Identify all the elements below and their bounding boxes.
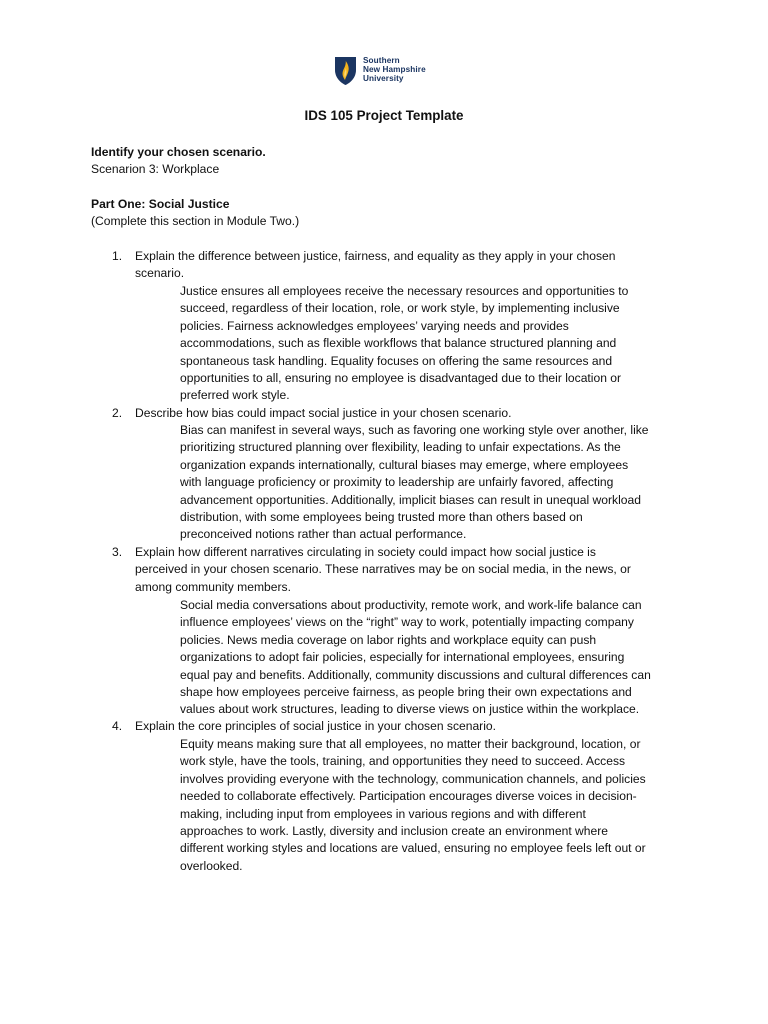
question-line: Explain how different narratives circulating in society could impact how social justice is [135,545,596,559]
answer-line: Justice ensures all employees receive the necessary resources and opportunities to [180,284,629,298]
answer-line: distribution, with some employees being trusted more than others based on [180,510,583,525]
logo-wordmark [363,56,426,84]
answer-line: prioritizing structured planning over flexibility, leading to unfair expectations. As the [180,440,621,455]
question-1-text [135,248,675,283]
answer-1 [180,283,680,405]
answer-line: Equity means making sure that all employees, no matter their background, location, or [180,737,641,751]
answer-line: making, including input from employees in various regions and with different [180,806,586,821]
snhu-logo [334,56,426,86]
question-line: perceived in your chosen scenario. These narratives may be on social media, in the news, or [135,562,631,577]
question-4-number: 4. [112,719,123,733]
answer-line: accommodations, such as flexible workflows that balance structured planning and [180,336,617,351]
answer-line: spontaneous task handling. Equality focuses on offering the same resources and [180,353,613,368]
answer-line: organization expands internationally, cultural biases may emerge, where employees [180,457,629,472]
answer-line: work style, have the tools, training, and opportunities they need to succeed. Access [180,754,626,769]
answer-4 [180,736,680,875]
scenario-value: Scenarion 3: Workplace [91,162,220,176]
question-3-number: 3. [112,545,123,559]
answer-line: involves providing everyone with the technology, communication channels, and policies [180,771,646,786]
question-line: among community members. [135,579,291,594]
answer-line: needed to collaborate effectively. Participation encourages diverse voices in decision- [180,789,637,804]
logo-line-1: Southern [363,56,400,65]
answer-line: organizations to adopt fair policies, especially for international employees, ensuring [180,650,625,665]
logo-line-3: University [363,74,404,84]
answer-line: advancement opportunities. Additionally, implicit biases can result in unequal workload [180,492,641,507]
answer-line: overlooked. [180,858,243,873]
answer-3 [180,597,680,719]
question-line: Explain the core principles of social justice in your chosen scenario. [135,719,496,733]
answer-line: policies. News media coverage on labor rights and workplace equity can push [180,632,597,647]
answer-line: equal pay and benefits. Additionally, community discussions and cultural differences can [180,667,651,682]
answer-line: preconceived notions rather than actual performance. [180,527,467,542]
question-3-text [135,544,675,596]
question-line: scenario. [135,266,185,281]
answer-line: different working styles and locations are valued, ensuring no employee feels left out or [180,841,646,856]
question-2-text [135,405,675,422]
answer-line: succeed, regardless of their location, role, or work style, by implementing inclusive [180,301,620,316]
question-2-number: 2. [112,406,123,420]
answer-line: policies. Fairness acknowledges employees’ varying needs and provides [180,318,569,333]
answer-line: approaches to work. Lastly, diversity and inclusion create an environment where [180,824,608,839]
answer-line: preferred work style. [180,388,290,403]
identify-heading: Identify your chosen scenario. [91,145,266,159]
shield-flame-icon [334,56,357,86]
logo-line-2: New Hampshire [363,65,426,75]
answer-line: with language proficiency or proximity to leadership are unfairly favored, affecting [180,475,614,490]
question-line: Describe how bias could impact social justice in your chosen scenario. [135,406,512,420]
answer-line: shape how employees perceive fairness, as people bring their own expectations and [180,685,632,700]
question-line: Explain the difference between justice, fairness, and equality as they apply in your chosen [135,249,616,263]
page-title: IDS 105 Project Template [304,108,464,123]
answer-2 [180,422,680,544]
answer-line: Bias can manifest in several ways, such as favoring one working style over another, like [180,423,649,437]
question-1-number: 1. [112,249,123,263]
question-4-text [135,718,675,735]
answer-line: values about work structures, leading to diverse views on justice within the workplace. [180,702,640,717]
answer-line: opportunities to all, ensuring no employee is disadvantaged due to their location or [180,371,622,386]
part-one-note: (Complete this section in Module Two.) [91,214,300,228]
answer-line: influence employees’ views on the “right” way to work, potentially impacting company [180,615,634,630]
answer-line: Social media conversations about productivity, remote work, and work-life balance can [180,598,642,612]
part-one-heading: Part One: Social Justice [91,197,230,211]
